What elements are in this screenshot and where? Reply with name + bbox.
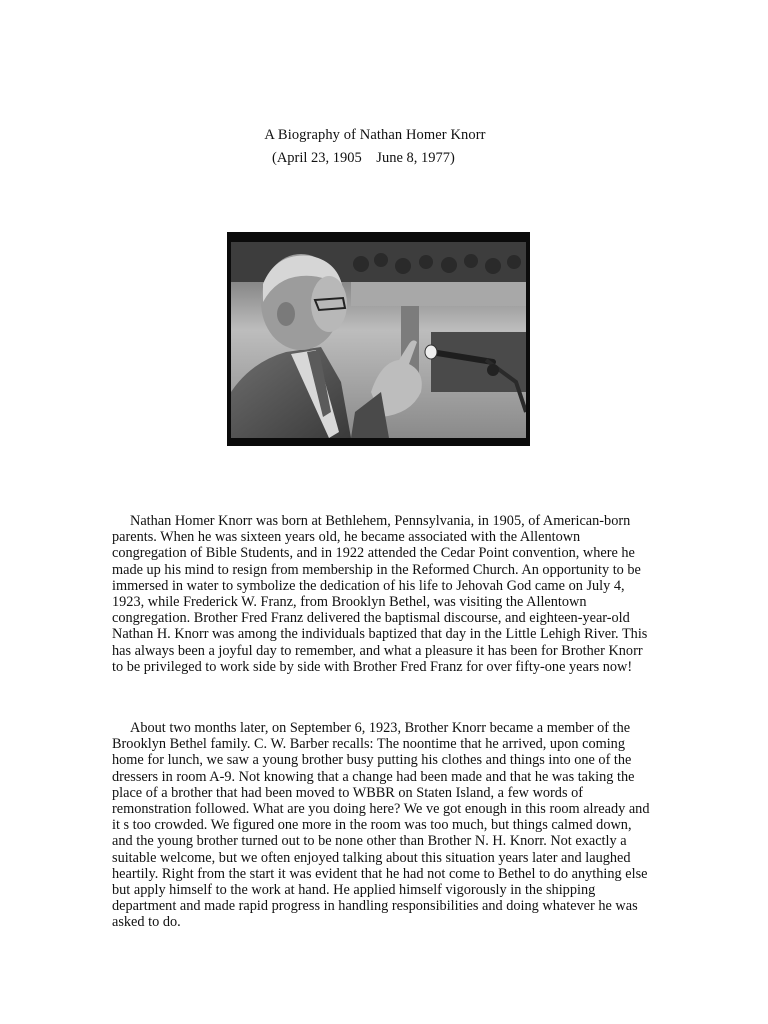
portrait-photo-graphic <box>231 242 526 438</box>
biography-paragraph-1 <box>112 513 652 675</box>
life-dates: (April 23, 1905 June 8, 1977) <box>272 150 455 166</box>
portrait-photo-frame <box>227 232 530 446</box>
title-text: A Biography of Nathan Homer Knorr <box>264 127 486 143</box>
portrait-photo <box>231 242 526 438</box>
biography-paragraph-2 <box>112 720 652 931</box>
paragraph-text: About two months later, on September 6, 1923, Brother Knorr became a member of the Brooklyn Bethel family. C. W. Barber recalls: The noontime that he arrived, upon coming home for lunch, we saw a young brother busy putting his clothes and things into one of the dressers in room A-9. Not knowing that a change had been made and that he was taking the place of a brother that had been moved to WBBR on Staten Island, a few words of remonstration followed. What are you doing here? We ve got enough in this room already and it s too crowded. We figured one more in the room was too much, but things calmed down, and the young brother turned out to be none other than Brother N. H. Knorr. Not exactly a suitable welcome, but we often enjoyed talking about this situation years later and laughed heartily. Right from the start it was evident that he had not come to Bethel to do anything else but apply himself to the work at hand. He applied himself vigorously in the shipping department and made rapid progress in handling responsibilities and doing whatever he was asked to do. <box>112 720 650 931</box>
paragraph-text: Nathan Homer Knorr was born at Bethlehem, Pennsylvania, in 1905, of American-born parents. When he was sixteen years old, he became associated with the Allentown congregation of Bible Students, and in 1922 attended the Cedar Point convention, where he made up his mind to resign from membership in the Reformed Church. An opportunity to be immersed in water to symbolize the dedication of his life to Jehovah God came on July 4, 1923, while Frederick W. Franz, from Brooklyn Bethel, was visiting the Allentown congregation. Brother Fred Franz delivered the baptismal discourse, and eighteen-year-old Nathan H. Knorr was among the individuals baptized that day in the Little Lehigh River. This has always been a joyful day to remember, and what a pleasure it has been for Brother Knorr to be privileged to work side by side with Brother Fred Franz for over fifty-one years now! <box>112 513 648 675</box>
document-title <box>0 127 768 144</box>
